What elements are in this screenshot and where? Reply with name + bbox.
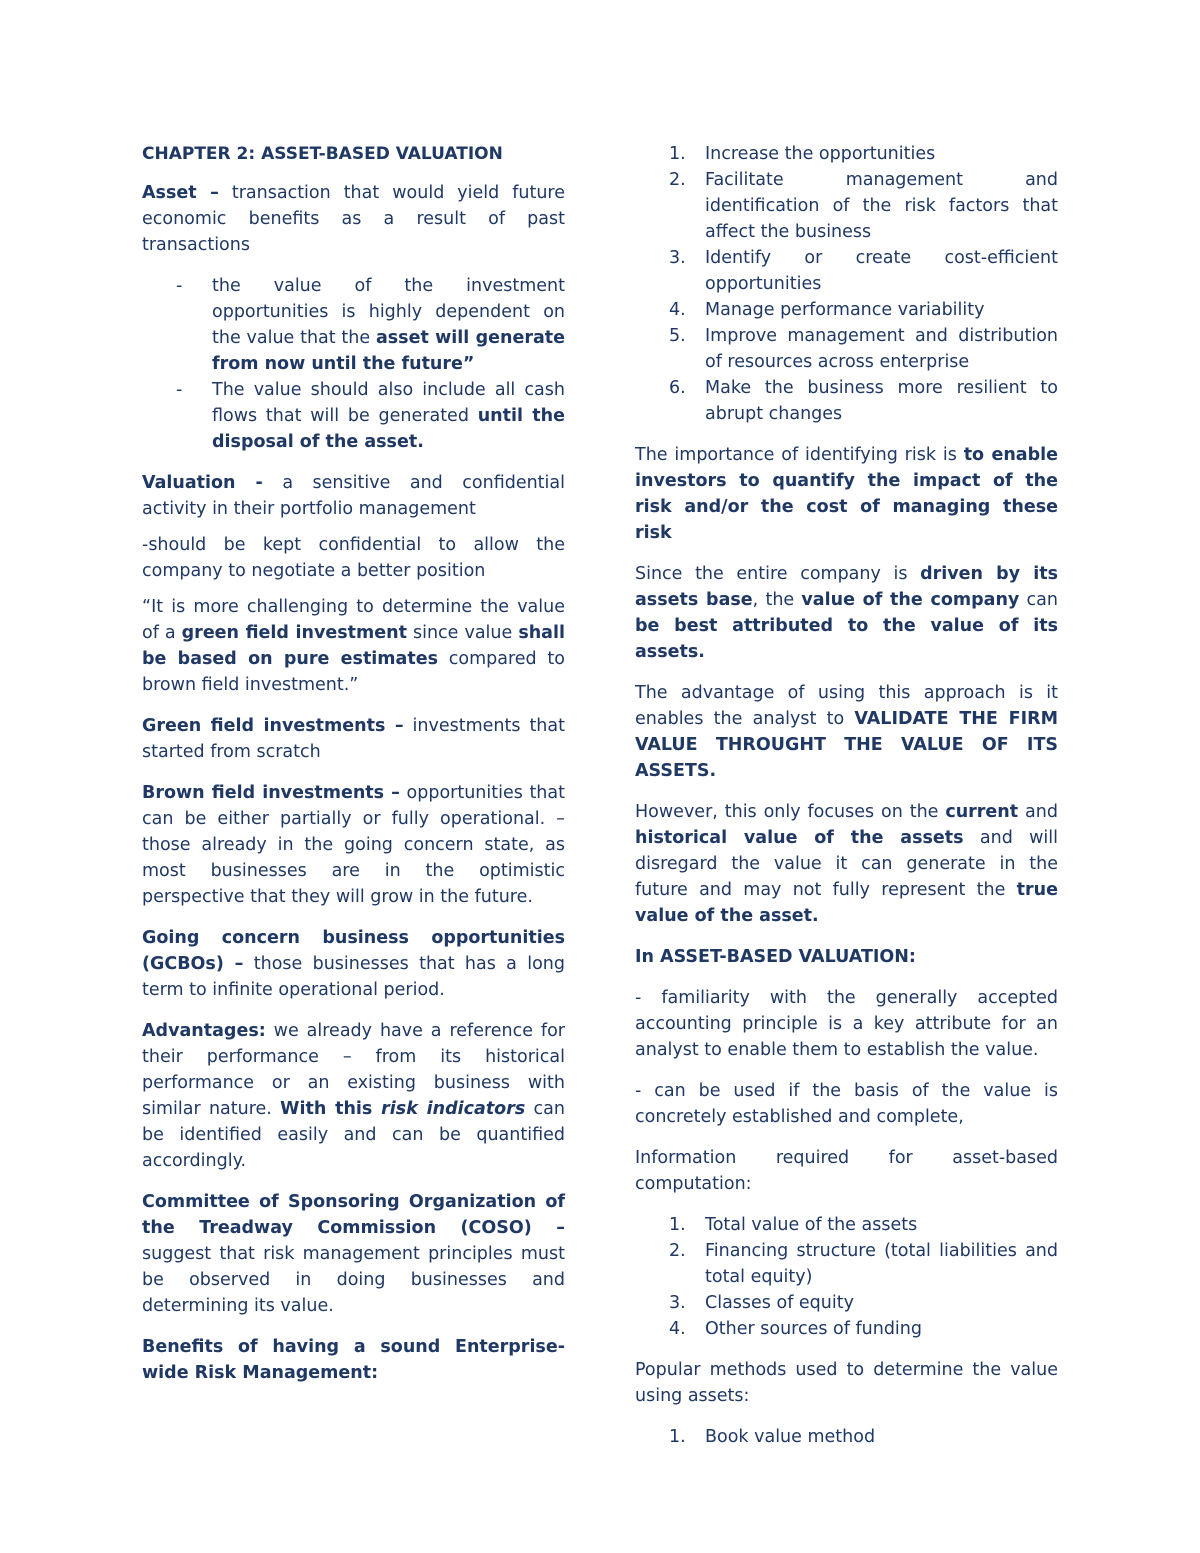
asset-definition: [142, 180, 565, 258]
paragraph-bold: to enable investors to quantify the impact of the risk and/or the cost of managing these risk: [635, 445, 1058, 543]
list-number: 5.: [669, 326, 686, 346]
left-column: [142, 141, 565, 1401]
paragraph-text: However, this only focuses on the: [635, 802, 946, 822]
in-abv-heading: [635, 944, 1058, 970]
quote-bold: shall be based on pure estimates: [142, 623, 565, 669]
gcbo-definition: [142, 925, 565, 1003]
list-number: 3.: [669, 248, 686, 268]
paragraph-text: can: [1019, 590, 1058, 610]
info-list: [635, 1212, 1058, 1342]
brown-field-definition: [142, 780, 565, 910]
paragraph-text: and: [1018, 802, 1058, 822]
paragraph-text: The importance of identifying risk is: [635, 445, 964, 465]
popular-methods-heading: Popular methods used to determine the value using assets:: [635, 1360, 1058, 1406]
brown-field-term: Brown field investments –: [142, 783, 400, 803]
green-field-def-text: investments that started from scratch: [142, 716, 565, 762]
list-item: [635, 245, 1058, 297]
list-item-text: Increase the opportunities: [705, 144, 936, 164]
quote-text: “It is more challenging to determine the value of a: [142, 597, 565, 643]
in-abv-heading-text: In ASSET-BASED VALUATION:: [635, 947, 916, 967]
methods-list: [635, 1424, 1058, 1450]
list-item: [635, 375, 1058, 427]
asset-bullet-list: [142, 273, 565, 455]
right-column: [635, 141, 1058, 1465]
list-number: 6.: [669, 378, 686, 398]
bullet-bold-text: until the disposal of the asset.: [212, 406, 565, 452]
list-number: 2.: [669, 170, 686, 190]
info-heading: Information required for asset-based computation:: [635, 1148, 1058, 1194]
list-number: 3.: [669, 1293, 686, 1313]
list-item-text: Facilitate management and identification of the risk factors that affect the business: [705, 170, 1058, 242]
abv-point-1: - familiarity with the generally accepted accounting principle is a key attribute for an analyst to enable them to establish the value.: [635, 988, 1058, 1060]
green-field-quote: [142, 594, 565, 698]
coso-definition: [142, 1189, 565, 1319]
quote-text: since value: [406, 623, 519, 643]
list-item-text: Other sources of funding: [705, 1319, 922, 1339]
benefits-heading: [142, 1334, 565, 1386]
list-item: [635, 323, 1058, 375]
paragraph-text: and will disregard the value it can generate in the future and may not fully represent the: [635, 828, 1059, 900]
abv-point-2: - can be used if the basis of the value is concretely established and complete,: [635, 1081, 1058, 1127]
list-number: 1.: [669, 1427, 686, 1447]
advantages-text: we already have a reference for their performance – from its historical performance or an existing business with similar nature.: [142, 1021, 565, 1119]
list-item: [635, 1290, 1058, 1316]
gcbo-term: Going concern business opportunities (GCBOs) –: [142, 928, 565, 974]
asset-bullet: [142, 273, 565, 377]
advantages-term: Advantages:: [142, 1021, 266, 1041]
bullet-text: The value should also include all cash flows that will be generated: [212, 380, 565, 426]
paragraph-text: Since the entire company is: [635, 564, 921, 584]
list-item-text: Classes of equity: [705, 1293, 854, 1313]
asset-def-text: transaction that would yield future economic benefits as a result of past transactions: [142, 183, 565, 255]
list-number: 4.: [669, 300, 686, 320]
since-paragraph: [635, 561, 1058, 665]
list-number: 1.: [669, 1215, 686, 1235]
list-number: 4.: [669, 1319, 686, 1339]
paragraph-bold: current: [945, 802, 1019, 822]
dash-marker: -: [176, 276, 183, 296]
dash-marker: -: [176, 380, 183, 400]
valuation-note: -should be kept confidential to allow the company to negotiate a better position: [142, 535, 565, 581]
list-item: [635, 297, 1058, 323]
list-item-text: Book value method: [705, 1427, 876, 1447]
valuation-def-text: a sensitive and confidential activity in their portfolio management: [142, 473, 565, 519]
valuation-definition: [142, 470, 565, 522]
paragraph-bold: historical value of the assets: [635, 828, 964, 848]
bullet-text: the value of the investment opportunities is highly dependent on the value that the: [212, 276, 565, 348]
advantages-text-end: can be identified easily and can be quantified accordingly.: [142, 1099, 565, 1171]
list-item: [635, 1316, 1058, 1342]
asset-term: Asset –: [142, 183, 219, 203]
list-number: 2.: [669, 1241, 686, 1261]
risk-indicators-term: risk indicators: [381, 1099, 526, 1119]
list-item-text: Make the business more resilient to abrupt changes: [705, 378, 1058, 424]
list-item-text: Manage performance variability: [705, 300, 985, 320]
list-number: 1.: [669, 144, 686, 164]
paragraph-text: , the: [752, 590, 802, 610]
list-item-text: Identify or create cost-efficient opportunities: [705, 248, 1058, 294]
gcbo-def-text: those businesses that has a long term to infinite operational period.: [142, 954, 565, 1000]
benefits-list: [635, 141, 1058, 427]
paragraph-bold: true value of the asset.: [635, 880, 1058, 926]
valuation-term: Valuation -: [142, 473, 263, 493]
list-item: [635, 141, 1058, 167]
advantages-bold: With this: [280, 1099, 382, 1119]
list-item: [635, 1238, 1058, 1290]
benefits-heading-text: Benefits of having a sound Enterprise-wide Risk Management:: [142, 1337, 565, 1383]
importance-paragraph: [635, 442, 1058, 546]
coso-def-text: suggest that risk management principles must be observed in doing businesses and determining its value.: [142, 1244, 565, 1316]
chapter-title: CHAPTER 2: ASSET-BASED VALUATION: [142, 144, 503, 164]
list-item-text: Total value of the assets: [705, 1215, 918, 1235]
asset-bullet: [142, 377, 565, 455]
brown-field-def-text: opportunities that can be either partially or fully operational. – those already in the going concern state, as most businesses are in the optimistic perspective that they will grow in the future.: [142, 783, 565, 907]
bullet-bold-text: asset will generate from now until the future”: [212, 328, 566, 374]
list-item: [635, 167, 1058, 245]
quote-text: compared to brown field investment.”: [142, 649, 565, 695]
list-item: [635, 1212, 1058, 1238]
list-item-text: Improve management and distribution of resources across enterprise: [705, 326, 1058, 372]
paragraph-bold: driven by its assets base: [635, 564, 1058, 610]
paragraph-bold: value of the company: [801, 590, 1020, 610]
however-paragraph: [635, 799, 1058, 929]
list-item: [635, 1424, 1058, 1450]
green-field-definition: [142, 713, 565, 765]
paragraph-text: The advantage of using this approach is it enables the analyst to: [635, 683, 1058, 729]
list-item-text: Financing structure (total liabilities and total equity): [705, 1241, 1058, 1287]
coso-term: Committee of Sponsoring Organization of the Treadway Commission (COSO) –: [142, 1192, 565, 1238]
paragraph-bold: VALIDATE THE FIRM VALUE THROUGHT THE VALUE OF ITS ASSETS.: [635, 709, 1058, 781]
green-field-term: Green field investments –: [142, 716, 404, 736]
advantages-paragraph: [142, 1018, 565, 1174]
quote-bold: green field investment: [181, 623, 407, 643]
advantage-paragraph: [635, 680, 1058, 784]
paragraph-bold: be best attributed to the value of its assets.: [635, 616, 1058, 662]
